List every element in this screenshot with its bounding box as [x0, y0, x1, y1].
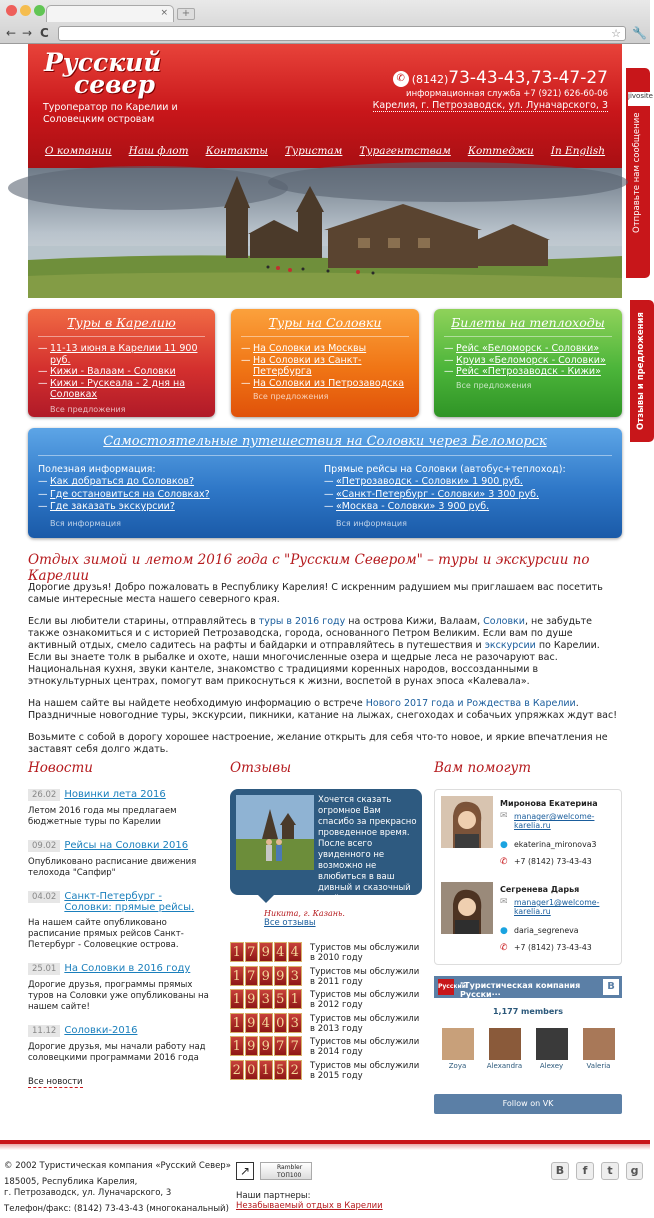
counter-row [230, 966, 422, 990]
counter-label: Туристов мы обслужили в 2013 году [310, 1013, 420, 1034]
counter-digit: 9 [259, 966, 273, 986]
page [28, 44, 622, 1144]
avatar [441, 796, 493, 848]
tourist-counters [230, 942, 422, 1083]
phone-icon: ✆ [500, 857, 508, 867]
news-list [28, 789, 213, 1088]
feedback-tab[interactable] [630, 300, 654, 442]
news-date: 04.02 [28, 891, 60, 903]
browser-chrome [0, 0, 650, 44]
logo-line1: Русский [44, 48, 162, 77]
intro-paragraph: Если вы любители старины, отправляйтесь в туры в 2016 году на острова Кижи, Валаам, Соловки, не забудьте также ознакомиться и с историей Петрозаводска, города, основанного Петром Великим. Если вам по душе активный отдых, смело садитесь на рафты и байдарки и отправляйтесь в путешествия и экскурсии по Карелии. Если вы знаете толк в рыбалке и охоте, наши многочисленные озера и щедрые леса не разочаруют вас. Национальная кухня, звуки кантеле, знакомство с традициями коренных народов, воссозданными в этнокультурных центрах, помогут вам прикоснуться к жизни, воспетой в рунах эпоса «Калевала». [28, 616, 600, 687]
counter-digit: 1 [230, 1036, 244, 1056]
counter-label: Туристов мы обслужили в 2011 году [310, 966, 420, 987]
counter-digit: 0 [245, 1060, 259, 1080]
new-tab-button[interactable]: + [177, 8, 195, 20]
list-item[interactable]: — Рейс «Петрозаводск - Кижи» [444, 366, 612, 378]
counter-digit: 1 [259, 1060, 273, 1080]
review-author: Никита, г. Казань. [264, 909, 345, 918]
footer-phone: Телефон/факс: (8142) 73-43-43 (многоканальный) [4, 1204, 229, 1214]
manager-skype[interactable]: ● ekaterina_mironova3 [500, 840, 597, 850]
menu-fleet[interactable]: Наш флот [128, 145, 189, 157]
vk-group-name: "Туристическая компания Русски··· [460, 981, 581, 999]
counter-digit: 1 [230, 966, 244, 986]
excursions-link[interactable]: экскурсии [484, 640, 536, 651]
tours-solovki-box [231, 309, 419, 417]
manager-card [441, 882, 617, 962]
phone-numbers: 73-43-43,73-47-27 [448, 68, 608, 88]
manager-card [441, 796, 617, 876]
counter-digits [230, 942, 303, 962]
kizhi-banner-image [28, 168, 622, 298]
counter-digit: 1 [230, 1013, 244, 1033]
google-social-icon[interactable]: g [626, 1162, 643, 1180]
manager-name: Миронова Екатерина [500, 799, 598, 808]
footer-copyright: © 2002 Туристическая компания «Русский Север» [4, 1161, 231, 1171]
news-text: На нашем сайте опубликовано расписание прямых рейсов Санкт-Петербург - Соловецкие острова. [28, 918, 184, 950]
review-bubble [230, 789, 422, 904]
list-item[interactable]: — Рейс «Беломорск - Соловки» [444, 343, 612, 355]
maximize-window-button[interactable] [34, 5, 45, 16]
skype-icon: ● [500, 840, 508, 850]
vk-member[interactable]: Valeria [581, 1028, 617, 1070]
news-date: 25.01 [28, 963, 60, 975]
reviews-block [230, 789, 422, 1083]
skype-icon: ● [500, 926, 508, 936]
counter-label: Туристов мы обслужили в 2012 году [310, 990, 420, 1010]
list-item [28, 840, 213, 879]
direct-routes-label: Прямые рейсы на Соловки (автобус+теплоход): [324, 464, 566, 475]
follow-vk-button[interactable]: Follow on VK [434, 1094, 622, 1114]
counter-digit: 3 [288, 1013, 302, 1033]
counter-digit: 9 [245, 1013, 259, 1033]
list-item[interactable]: — Кижи - Рускеала - 2 дня на Соловках [38, 378, 205, 401]
direct-routes-column [324, 464, 604, 528]
main-menu [28, 140, 622, 168]
site-logo[interactable] [44, 48, 162, 99]
menu-tourists[interactable]: Туристам [284, 145, 343, 157]
news-date: 11.12 [28, 1025, 60, 1037]
all-offers-link[interactable]: Все предложения [253, 392, 329, 401]
feedback-label: Отзывы и предложения [636, 312, 646, 430]
counter-digit: 1 [230, 989, 244, 1009]
ship-tickets-box [434, 309, 622, 417]
news-title-link[interactable]: Соловки-2016 [64, 1025, 138, 1036]
rambler-top100-badge[interactable]: Rambler ТОП100 [260, 1162, 312, 1180]
mail-icon: ✉ [500, 897, 508, 907]
counter-digit: 3 [288, 966, 302, 986]
list-item[interactable]: — Круиз «Беломорск - Соловки» [444, 355, 612, 367]
all-news-link[interactable]: Все новости [28, 1077, 83, 1087]
list-item[interactable]: — «Москва - Соловки» 3 900 руб. [324, 501, 604, 514]
news-title-link[interactable]: Санкт-Петербург - Соловки: прямые рейсы. [64, 891, 195, 913]
manager-name: Сегренева Дарья [500, 885, 580, 894]
counter-digit: 0 [274, 1013, 288, 1033]
list-item[interactable]: — На Соловки из Петрозаводска [241, 378, 409, 390]
list-item [28, 789, 213, 828]
all-offers-link[interactable]: Все предложения [50, 404, 126, 414]
counter-digit: 1 [288, 989, 302, 1009]
news-text: Дорогие друзья, программы прямых туров на Соловки уже опубликованы на нашем сайте! [28, 980, 209, 1012]
vk-members-count: 1,177 members [492, 1007, 564, 1016]
intro-paragraph: Дорогие друзья! Добро пожаловать в Республику Карелия! С искренним радушием мы приглашаем вас посетить самые интересные места нашего северного края. [28, 582, 603, 605]
vk-group-header[interactable] [434, 976, 622, 1006]
address-link[interactable]: Карелия, г. Петрозаводск, ул. Луначарского, 3 [372, 100, 608, 111]
counter-label: Туристов мы обслужили в 2014 году [310, 1037, 420, 1057]
new-year-link[interactable]: Нового 2017 года и Рождества в Карелии [365, 698, 576, 709]
news-title-link[interactable]: На Соловки в 2016 году [64, 963, 191, 974]
footer-address1: 185005, Республика Карелия, [4, 1177, 138, 1187]
counter-digit: 9 [274, 966, 288, 986]
intro-text [28, 582, 622, 766]
news-date: 09.02 [28, 840, 60, 852]
list-item[interactable]: — Где заказать экскурсии? [38, 501, 308, 514]
site-footer [0, 1140, 650, 1218]
vk-member[interactable]: Zoya [440, 1028, 476, 1070]
manager-email-link[interactable]: ✉ manager1@welcome-karelia.ru [500, 897, 600, 916]
settings-wrench-icon[interactable]: 🔧 [632, 26, 647, 40]
arrow-icon[interactable]: ↗ [236, 1162, 254, 1180]
counter-label: Туристов мы обслужили в 2015 году [310, 1060, 420, 1081]
tours-karelia-title[interactable]: Туры в Карелию [38, 315, 205, 337]
manager-phone: ✆ +7 (8142) 73-43-43 [500, 857, 592, 867]
intro-paragraph: На нашем сайте вы найдете необходимую информацию о встрече Нового 2017 года и Рождества в Карелии. Праздничные новогодние туры, экскурсии, пикники, катание на лыжах, снегоходах и собачьих упряжках ждут вас! [28, 698, 618, 721]
all-info-link[interactable]: Вся информация [50, 518, 121, 528]
list-item[interactable]: — 11-13 июня в Карелии 11 900 руб. [38, 343, 205, 366]
list-item[interactable]: — Где остановиться на Соловках? [38, 489, 308, 502]
review-photo [236, 795, 314, 870]
phone-code: (8142) [411, 73, 449, 86]
review-text: Хочется сказать огромное Вам спасибо за прекрасно проведенное время. После всего увиденного не возможно не влюбиться в ваш дивный и сказочный край... [318, 795, 417, 904]
counter-digit: 5 [274, 989, 288, 1009]
news-title-link[interactable]: Новинки лета 2016 [64, 789, 166, 800]
counter-digits [230, 1036, 303, 1056]
partners-link[interactable]: Незабываемый отдых в Карелии [236, 1201, 383, 1211]
list-item[interactable]: — «Санкт-Петербург - Соловки» 3 300 руб. [324, 489, 604, 502]
news-heading: Новости [28, 760, 93, 776]
manager-skype[interactable]: ● daria_segreneva [500, 926, 579, 936]
browser-tab[interactable] [46, 5, 174, 22]
counter-digit: 7 [288, 1036, 302, 1056]
info-service: информационная служба +7 (921) 626-60-06 [406, 89, 608, 99]
vk-widget [434, 976, 622, 1148]
counter-row [230, 989, 422, 1013]
list-item[interactable]: — На Соловки из Санкт-Петербурга [241, 355, 409, 378]
forward-button[interactable]: → [22, 26, 33, 40]
counter-digit: 9 [259, 942, 273, 962]
news-date: 26.02 [28, 789, 60, 801]
vk-member[interactable]: Alexandra [487, 1028, 523, 1070]
useful-info-column [38, 464, 308, 528]
counter-digit: 2 [288, 1060, 302, 1080]
counter-digit: 7 [274, 1036, 288, 1056]
menu-english[interactable]: In English [550, 145, 606, 157]
list-item[interactable]: — Кижи - Валаам - Соловки [38, 366, 205, 378]
list-item [28, 891, 213, 951]
address-bar[interactable] [58, 26, 626, 41]
counter-digits [230, 1013, 303, 1033]
counter-digit: 4 [288, 942, 302, 962]
counter-digit: 9 [245, 989, 259, 1009]
vk-social-icon[interactable]: В [551, 1162, 569, 1180]
all-offers-link[interactable]: Все предложения [456, 380, 532, 390]
all-info-link[interactable]: Вся информация [336, 518, 407, 528]
logo-line2: север [74, 70, 155, 99]
counter-digit: 9 [259, 1036, 273, 1056]
intro-paragraph: Возьмите с собой в дорогу хорошее настроение, желание открыть для себя что-то новое, и яркие впечатления не заставят себя долго ждать. [28, 732, 608, 755]
footer-address2: г. Петрозаводск, ул. Луначарского, 3 [4, 1188, 172, 1198]
news-text: Опубликовано расписание движения телохода "Сапфир" [28, 857, 197, 878]
manager-email-link[interactable]: ✉ manager@welcome-karelia.ru [500, 811, 595, 830]
news-title-link[interactable]: Рейсы на Соловки 2016 [64, 840, 189, 851]
counter-digit: 9 [245, 1036, 259, 1056]
counter-digit: 2 [230, 1060, 244, 1080]
avatar [441, 882, 493, 934]
reload-button[interactable]: C [40, 26, 49, 40]
counter-digits [230, 1060, 303, 1080]
counter-digit: 1 [230, 942, 244, 962]
tours-2016-link[interactable]: туры в 2016 году [258, 616, 346, 627]
phone-icon: ✆ [500, 943, 508, 953]
reviews-heading: Отзывы [230, 760, 292, 776]
news-text: Летом 2016 года мы предлагаем бюджетные туры по Карелии [28, 806, 177, 827]
minimize-window-button[interactable] [20, 5, 31, 16]
menu-agencies[interactable]: Турагентствам [359, 145, 451, 157]
useful-info-label: Полезная информация: [38, 464, 156, 475]
ship-tickets-title[interactable]: Билеты на теплоходы [444, 315, 612, 337]
counter-label: Туристов мы обслужили в 2010 году [310, 943, 420, 963]
vk-icon: В [603, 979, 619, 995]
tours-solovki-title[interactable]: Туры на Соловки [241, 315, 409, 337]
solovki-link[interactable]: Соловки [483, 616, 525, 627]
manager-phone: ✆ +7 (8142) 73-43-43 [500, 943, 592, 953]
counter-digit: 5 [274, 1060, 288, 1080]
independent-travel-title[interactable]: Самостоятельные путешествия на Соловки через Беломорск [38, 434, 612, 456]
facebook-social-icon[interactable]: f [576, 1162, 594, 1180]
close-window-button[interactable] [6, 5, 17, 16]
counter-row [230, 1060, 422, 1084]
news-text: Дорогие друзья, мы начали работу над соловецкими программами 2016 года [28, 1042, 206, 1063]
vk-members-list [434, 1028, 622, 1070]
list-item[interactable]: — «Петрозаводск - Соловки» 1 900 руб. [324, 476, 604, 489]
counter-digit: 4 [274, 942, 288, 962]
counter-row [230, 1013, 422, 1037]
group-logo: Русский север [438, 979, 454, 995]
phone-icon: ✆ [393, 71, 409, 87]
counter-digit: 7 [245, 966, 259, 986]
list-item[interactable]: — На Соловки из Москвы [241, 343, 409, 355]
all-reviews-link[interactable]: Все отзывы [264, 918, 316, 928]
site-header [28, 44, 622, 168]
managers-box [434, 789, 622, 965]
tagline: Туроператор по Карелии и Соловецким островам [43, 102, 178, 125]
counter-digit: 7 [245, 942, 259, 962]
help-heading: Вам помогут [434, 760, 532, 776]
tab-close-icon[interactable]: × [160, 8, 168, 18]
counter-digit: 4 [259, 1013, 273, 1033]
independent-travel-box [28, 428, 622, 538]
jivosite-label: jivosite [628, 92, 650, 106]
page-title: Отдых зимой и летом 2016 года с "Русским Севером" – туры и экскурсии по Карелии [28, 552, 590, 584]
menu-about[interactable]: О компании [44, 145, 112, 157]
send-message-label: Отправьте нам сообщение [632, 112, 642, 234]
partners-label: Наши партнеры: [236, 1191, 311, 1201]
mail-icon: ✉ [500, 811, 508, 821]
help-block [434, 789, 622, 965]
phone-block [373, 68, 608, 112]
menu-cottages[interactable]: Коттеджи [467, 145, 534, 157]
tours-karelia-box [28, 309, 215, 417]
vk-member[interactable]: Alexey [534, 1028, 570, 1070]
counter-digits [230, 989, 303, 1009]
twitter-social-icon[interactable]: t [601, 1162, 619, 1180]
counter-row [230, 942, 422, 966]
menu-contacts[interactable]: Контакты [205, 145, 268, 157]
counter-digit: 3 [259, 989, 273, 1009]
counter-digits [230, 966, 303, 986]
list-item [28, 963, 213, 1013]
back-button[interactable]: ← [6, 26, 17, 40]
counter-row [230, 1036, 422, 1060]
list-item [28, 1025, 213, 1064]
bookmark-star-icon[interactable]: ☆ [611, 27, 621, 40]
list-item[interactable]: — Как добраться до Соловков? [38, 476, 308, 489]
